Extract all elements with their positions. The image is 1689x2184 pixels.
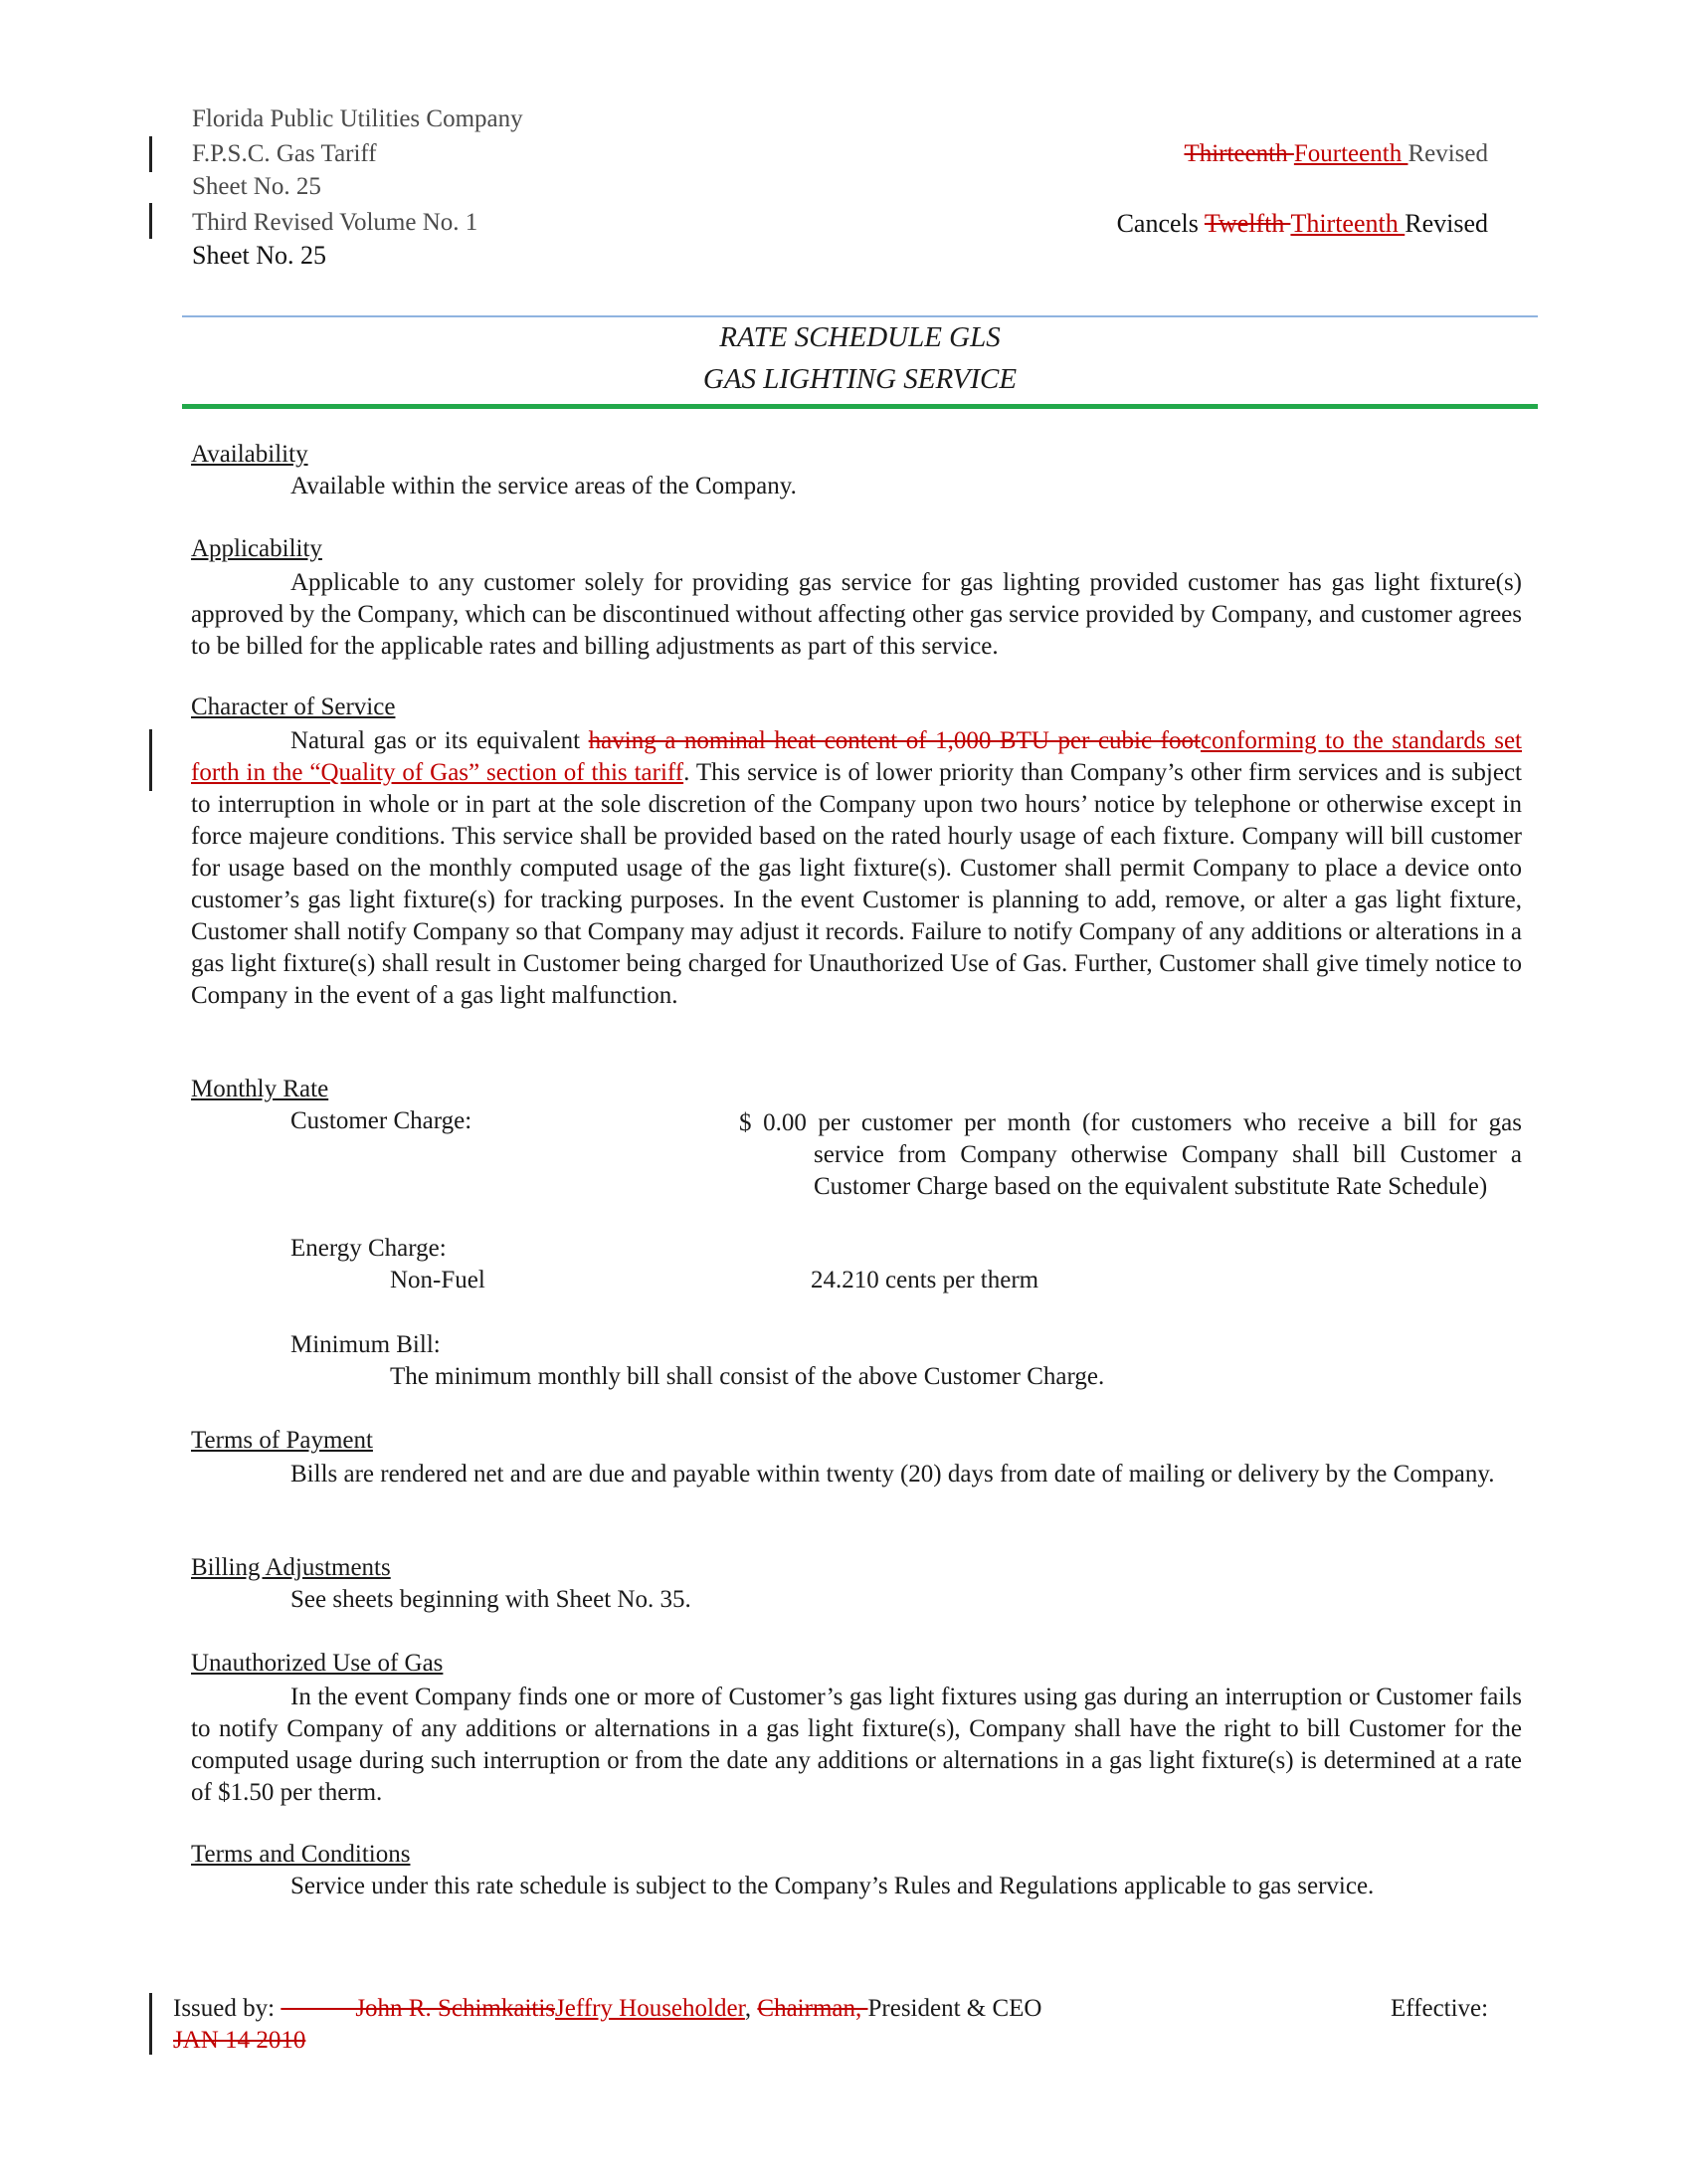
availability-heading: Availability — [191, 441, 308, 468]
cancels-suffix: Revised — [1405, 209, 1488, 238]
monthly-rate-heading: Monthly Rate — [191, 1076, 329, 1102]
customer-charge-text: $ 0.00 per customer per month (for customers who receive a bill for gas service from Company otherwise Company shall bill Customer a Customer Charge based on the equivalent substitute Rate Schedule) — [739, 1109, 1522, 1200]
issuer-title: President & CEO — [867, 1995, 1042, 2022]
billing-adjustments-heading: Billing Adjustments — [191, 1554, 391, 1581]
character-inserted: conforming to the standards set forth in the “Quality of Gas” section of this tariff — [191, 727, 1522, 786]
effective-label: Effective: — [1391, 1995, 1489, 2022]
applicability-text: Applicable to any customer solely for providing gas service for gas lighting provided customer has gas light fixture(s) approved by the Company, which can be discontinued without affecting other gas service provided by Company, and customer agrees to be billed for the applicable rates and billing adjustments as part of this service. — [191, 569, 1522, 660]
sheet-number: Sheet No. 25 — [192, 241, 327, 270]
character-text-rest: . This service is of lower priority than Company’s other firm services and is subject to interruption in whole or in part at the sole discretion of the Company upon two hours’ notice by telephone or otherwise except in force majeure conditions. This service shall be provided based on the rated hourly usage of each fixture. Company will bill customer for usage based on the monthly computed usage of the gas light fixture(s). Customer shall permit Company to place a device onto customer’s gas light fixture(s) for tracking purposes. In the event Customer is planning to add, remove, or alter a gas light fixture, Customer shall notify Company so that Company may adjust it records. Failure to notify Company of any additions or alterations in a gas light fixture(s) shall result in Customer being charged for Unauthorized Use of Gas. Further, Customer shall give timely notice to Company in the event of a gas light malfunction. — [191, 759, 1522, 1009]
issuer-inserted: Jeffry Householder — [555, 1995, 745, 2022]
change-bar — [149, 1993, 152, 2055]
cancels-label — [1117, 209, 1488, 239]
energy-charge-label: Energy Charge: — [290, 1235, 447, 1262]
volume-label: Third Revised Volume No. 1 — [192, 209, 478, 236]
billing-adjustments-text: See sheets beginning with Sheet No. 35. — [290, 1586, 691, 1613]
applicability-heading: Applicability — [191, 535, 322, 562]
schedule-subtitle: GAS LIGHTING SERVICE — [702, 363, 1018, 395]
terms-of-payment-heading: Terms of Payment — [191, 1427, 373, 1454]
change-bar — [149, 136, 152, 172]
terms-conditions-heading: Terms and Conditions — [191, 1841, 411, 1868]
tariff-name: F.P.S.C. Gas Tariff — [192, 140, 377, 167]
issuer-title-deleted: Chairman, — [757, 1995, 868, 2022]
customer-charge-label: Customer Charge: — [290, 1107, 472, 1134]
unauthorized-heading: Unauthorized Use of Gas — [191, 1650, 444, 1677]
cancels-prefix: Cancels — [1116, 209, 1205, 238]
non-fuel-label: Non-Fuel — [390, 1267, 485, 1293]
issuer-deleted: John R. Schimkaitis — [281, 1995, 556, 2022]
unauthorized-text: In the event Company finds one or more of Customer’s gas light fixtures using gas during an interruption or Customer fails to notify Company of any additions or alternations in a gas light fixture(s), Company shall have the right to bill Customer for the computed usage during such interruption or from the date any additions or alternations in a gas light fixture(s) is determined at a rate of $1.50 per therm. — [191, 1684, 1522, 1806]
revision-label — [1184, 140, 1488, 168]
revision-deleted: Thirteenth — [1184, 140, 1294, 167]
character-text-start: Natural gas or its equivalent — [290, 727, 589, 754]
issued-label: Issued by: — [173, 1995, 282, 2022]
divider-blue — [182, 315, 1538, 317]
cancels-deleted: Twelfth — [1204, 209, 1291, 238]
change-bar — [149, 203, 152, 239]
issued-by — [173, 1995, 1042, 2023]
availability-text: Available within the service areas of the Company. — [290, 473, 797, 499]
terms-of-payment-text: Bills are rendered net and are due and payable within twenty (20) days from date of mailing or delivery by the Company. — [290, 1461, 1495, 1488]
sheet-number-small: Sheet No. 25 — [192, 173, 321, 200]
terms-conditions-text: Service under this rate schedule is subject to the Company’s Rules and Regulations applicable to gas service. — [290, 1873, 1375, 1899]
effective-date-deleted: JAN 14 2010 — [173, 2027, 306, 2054]
issuer-comma: , — [744, 1995, 758, 2022]
character-text — [191, 725, 1522, 1012]
change-bar — [149, 729, 152, 791]
character-heading: Character of Service — [191, 694, 396, 720]
company-name: Florida Public Utilities Company — [192, 105, 523, 132]
character-deleted: having a nominal heat content of 1,000 BTU per cubic foot — [588, 727, 1201, 754]
minimum-bill-label: Minimum Bill: — [290, 1331, 441, 1358]
divider-green — [182, 404, 1538, 409]
minimum-bill-text: The minimum monthly bill shall consist of the above Customer Charge. — [390, 1363, 1105, 1390]
revision-suffix: Revised — [1408, 140, 1488, 167]
schedule-title: RATE SCHEDULE GLS — [719, 321, 1001, 353]
cancels-inserted: Thirteenth — [1290, 209, 1406, 238]
revision-inserted: Fourteenth — [1293, 140, 1408, 167]
non-fuel-value: 24.210 cents per therm — [811, 1267, 1039, 1293]
